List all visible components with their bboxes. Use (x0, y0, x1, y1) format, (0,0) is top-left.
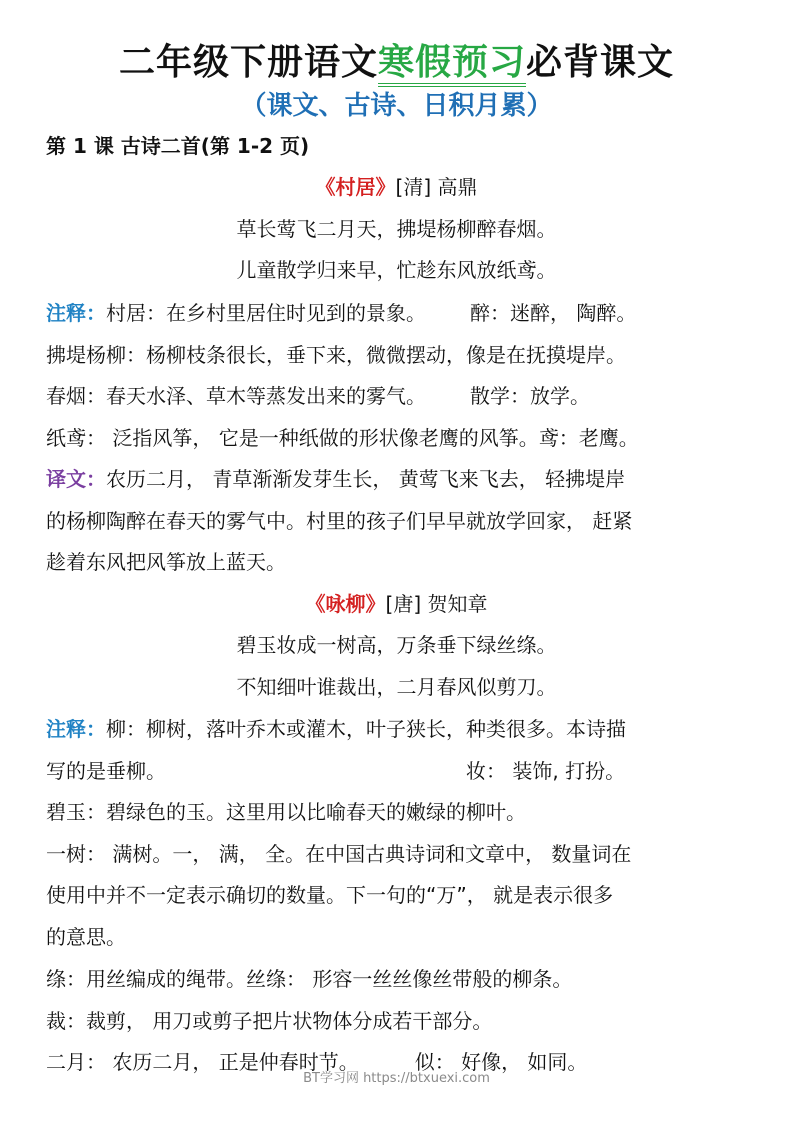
poem2-note-6: 的意思。 (46, 925, 126, 949)
title-highlight: 寒假预习 (378, 42, 526, 87)
poem2-title: 《咏柳》 (305, 592, 386, 616)
title-part2: 必背课文 (526, 42, 675, 83)
page-title (0, 38, 793, 88)
poem2-author: [唐] 贺知章 (385, 592, 488, 616)
note-text: 春烟：春天水泽、草木等蒸发出来的雾气。 (46, 384, 426, 408)
poem1-translation-3: 趁着东风把风筝放上蓝天。 (46, 550, 286, 574)
note-extra: 醉：迷醉， 陶醉。 (470, 301, 637, 325)
poem1-translation-2: 的杨柳陶醉在春天的雾气中。村里的孩子们早早就放学回家， 赶紧 (46, 509, 633, 533)
poem1-title-line (0, 171, 793, 203)
poem1-line-2: 儿童散学归来早，忙趁东风放纸鸢。 (236, 258, 557, 282)
poem2-title-line (0, 588, 793, 620)
watermark: BT学习网 https://btxuexi.com (303, 1071, 490, 1086)
poem1-note-1 (46, 297, 750, 329)
translation-label: 译文： (46, 467, 106, 491)
note-text: 写的是垂柳。 (46, 759, 166, 783)
poem2-line-1: 碧玉妆成一树高，万条垂下绿丝绦。 (236, 633, 557, 657)
poem2-line-2: 不知细叶谁裁出，二月春风似剪刀。 (236, 675, 557, 699)
translation-text: 农历二月， 青草渐渐发芽生长， 黄莺飞来飞去， 轻拂堤岸 (106, 467, 626, 491)
poem2-note-3: 碧玉：碧绿色的玉。这里用以比喻春天的嫩绿的柳叶。 (46, 800, 526, 824)
poem1-note-3 (46, 380, 750, 412)
poem2-note-8: 裁：裁剪， 用刀或剪子把片状物体分成若干部分。 (46, 1009, 493, 1033)
poem1-author: [清] 高鼎 (395, 175, 478, 199)
note-extra: 似： 好像， 如同。 (414, 1050, 588, 1074)
poem1-translation-1 (46, 463, 750, 495)
note-extra: 散学：放学。 (470, 384, 590, 408)
page-subtitle: （课文、古诗、日积月累） (240, 91, 553, 121)
poem2-note-4: 一树： 满树。一， 满， 全。在中国古典诗词和文章中， 数量词在 (46, 842, 632, 866)
lesson-heading: 第 1 课 古诗二首(第 1-2 页) (46, 134, 310, 158)
poem2-note-7: 绦：用丝编成的绳带。丝绦： 形容一丝丝像丝带般的柳条。 (46, 967, 573, 991)
poem2-note-2 (46, 755, 750, 787)
note-text: 村居：在乡村里居住时见到的景象。 (106, 301, 426, 325)
poem1-line-1: 草长莺飞二月天，拂堤杨柳醉春烟。 (236, 217, 557, 241)
poem1-note-4: 纸鸢： 泛指风筝， 它是一种纸做的形状像老鹰的风筝。鸢：老鹰。 (46, 426, 639, 450)
poem1-title: 《村居》 (315, 175, 396, 199)
notes-label: 注释： (46, 301, 106, 325)
title-part1: 二年级下册语文 (118, 42, 378, 83)
poem2-note-5: 使用中并不一定表示确切的数量。下一句的“万”， 就是表示很多 (46, 883, 614, 907)
poem1-note-2: 拂堤杨柳：杨柳枝条很长，垂下来，微微摆动，像是在抚摸堤岸。 (46, 343, 626, 367)
note-extra: 妆： 装饰, 打扮。 (466, 759, 626, 783)
note-text: 二月： 农历二月， 正是仲春时节。 (46, 1050, 359, 1074)
note-text: 柳：柳树，落叶乔木或灌木，叶子狭长，种类很多。本诗描 (106, 717, 626, 741)
notes-label: 注释： (46, 717, 106, 741)
poem2-note-1 (46, 713, 750, 745)
